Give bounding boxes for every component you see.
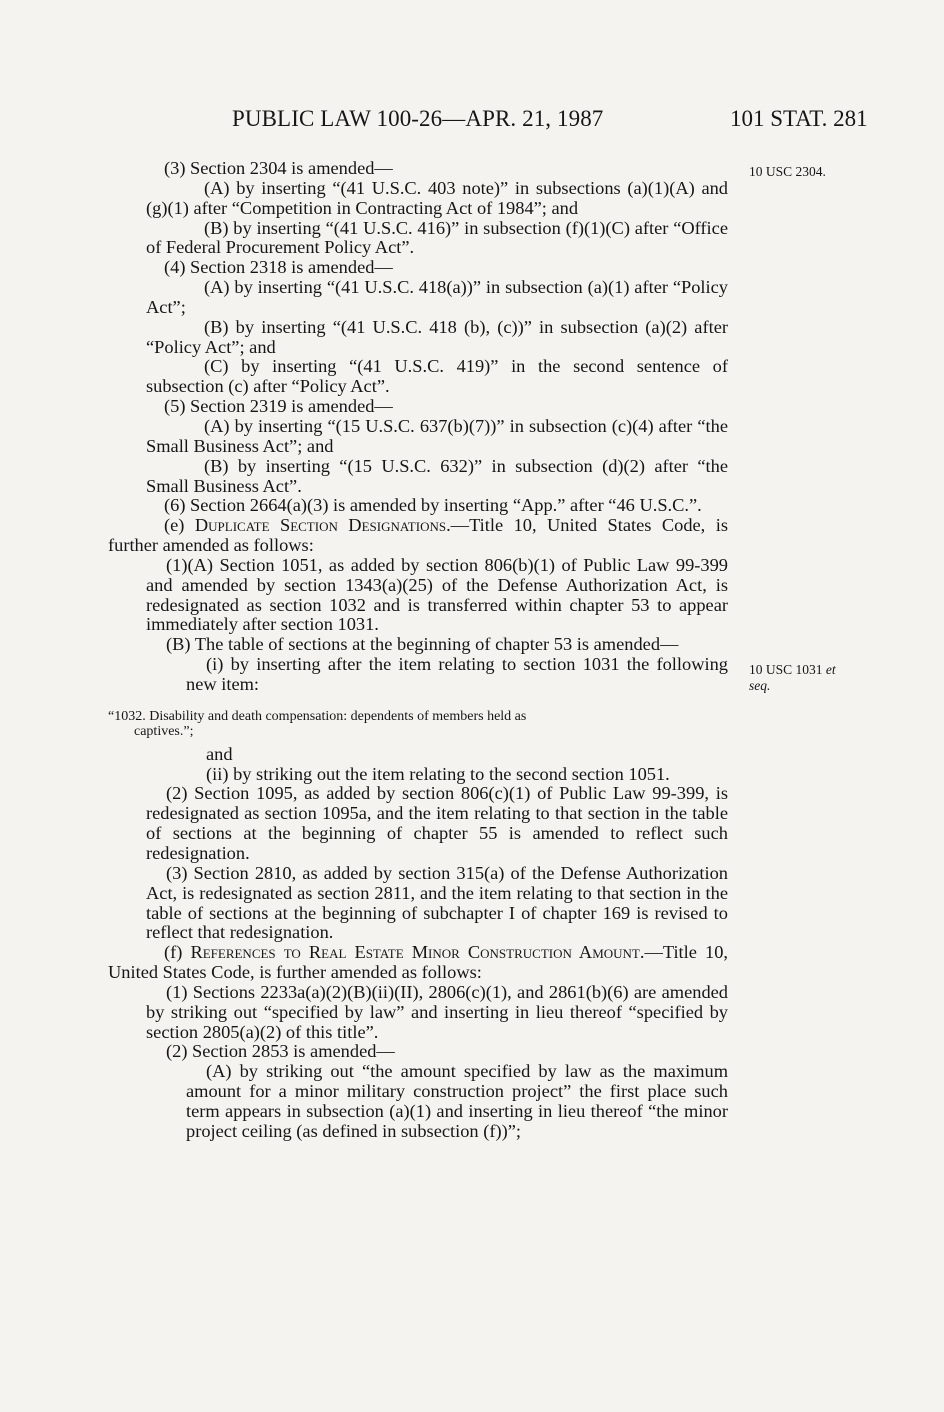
paragraph: (3) Section 2810, as added by section 315(a) of the Defense Authorization Act, is redesignated as section 2811, and the item relating to that section in the table of sections at the beginning of subchapter I of chapter 169 is revised to reflect that redesignation. bbox=[146, 862, 728, 943]
paragraph: (A) by inserting “(15 U.S.C. 637(b)(7))” in subsection (c)(4) after “the Small Business Act”; and bbox=[146, 415, 728, 456]
paragraph: (A) by inserting “(41 U.S.C. 403 note)” in subsections (a)(1)(A) and (g)(1) after “Competition in Contracting Act of 1984”; and bbox=[146, 177, 728, 218]
paragraph: (2) Section 1095, as added by section 806(c)(1) of Public Law 99-399, is redesignated as section 1095a, and the item relating to that section in the table of sections at the beginning of chapter 55 is amended to reflect such redesignation. bbox=[146, 783, 728, 863]
paragraph: (A) by inserting “(41 U.S.C. 418(a))” in subsection (a)(1) after “Policy Act”; bbox=[146, 277, 728, 317]
paragraph: (4) Section 2318 is amended— bbox=[164, 257, 393, 278]
table-item-line: “1032. Disability and death compensation: dependents of members held as bbox=[108, 708, 527, 724]
section-text: —Title 10, United States Code, is further amended as follows: bbox=[108, 515, 728, 556]
margin-note-citation: 10 USC 2304. bbox=[749, 164, 826, 179]
margin-note-text: 10 USC 1031 bbox=[749, 662, 826, 677]
paragraph: (i) by inserting after the item relating to section 1031 the following new item: bbox=[186, 654, 728, 694]
margin-note-citation bbox=[749, 662, 836, 694]
document-body bbox=[108, 159, 728, 1142]
section-heading-paragraph bbox=[108, 516, 728, 556]
section-text: —Title 10, United States Code, is further amended as follows: bbox=[108, 942, 728, 983]
margin-note-italic: seq. bbox=[749, 678, 771, 693]
running-header-page-number: 101 STAT. 281 bbox=[730, 106, 868, 131]
section-heading: Duplicate Section Designations. bbox=[194, 515, 451, 536]
paragraph: (A) by striking out “the amount specified by law as the maximum amount for a minor military construction project” the first place such term appears in subsection (a)(1) and inserting in lieu thereof “the minor project ceiling (as defined in subsection (f))”; bbox=[186, 1061, 728, 1141]
section-heading-paragraph bbox=[108, 943, 728, 983]
paragraph: (ii) by striking out the item relating to the second section 1051. bbox=[206, 763, 670, 784]
section-label: (f) bbox=[164, 942, 191, 963]
table-of-sections-item bbox=[108, 709, 728, 739]
table-item-line: captives.”; bbox=[134, 723, 194, 739]
paragraph: (B) by inserting “(41 U.S.C. 418 (b), (c))” in subsection (a)(2) after “Policy Act”; and bbox=[146, 316, 728, 357]
paragraph: (B) by inserting “(15 U.S.C. 632)” in subsection (d)(2) after “the Small Business Act”. bbox=[146, 455, 728, 496]
section-label: (e) bbox=[164, 515, 195, 536]
paragraph: (2) Section 2853 is amended— bbox=[166, 1041, 395, 1062]
paragraph: (1)(A) Section 1051, as added by section 806(b)(1) of Public Law 99-399 and amended by section 1343(a)(25) of the Defense Authorization Act, is redesignated as section 1032 and is transferred within chapter 53 to appear immediately after section 1031. bbox=[146, 554, 728, 635]
section-heading: References to Real Estate Minor Construction Amount. bbox=[190, 942, 645, 963]
paragraph: (B) by inserting “(41 U.S.C. 416)” in subsection (f)(1)(C) after “Office of Federal Procurement Policy Act”. bbox=[146, 217, 728, 258]
paragraph: and bbox=[206, 743, 233, 764]
paragraph: (6) Section 2664(a)(3) is amended by inserting “App.” after “46 U.S.C.”. bbox=[164, 495, 702, 516]
margin-note-italic: et bbox=[825, 662, 836, 677]
paragraph: (3) Section 2304 is amended— bbox=[164, 158, 393, 178]
paragraph: (B) The table of sections at the beginning of chapter 53 is amended— bbox=[166, 634, 679, 655]
paragraph: (C) by inserting “(41 U.S.C. 419)” in the second sentence of subsection (c) after “Policy Act”. bbox=[146, 356, 728, 397]
paragraph: (5) Section 2319 is amended— bbox=[164, 396, 393, 417]
running-header-title: PUBLIC LAW 100-26—APR. 21, 1987 bbox=[232, 106, 604, 131]
paragraph: (1) Sections 2233a(a)(2)(B)(ii)(II), 2806(c)(1), and 2861(b)(6) are amended by striking out “specified by law” and inserting in lieu thereof “specified by section 2805(a)(2) of this title”. bbox=[146, 981, 728, 1042]
